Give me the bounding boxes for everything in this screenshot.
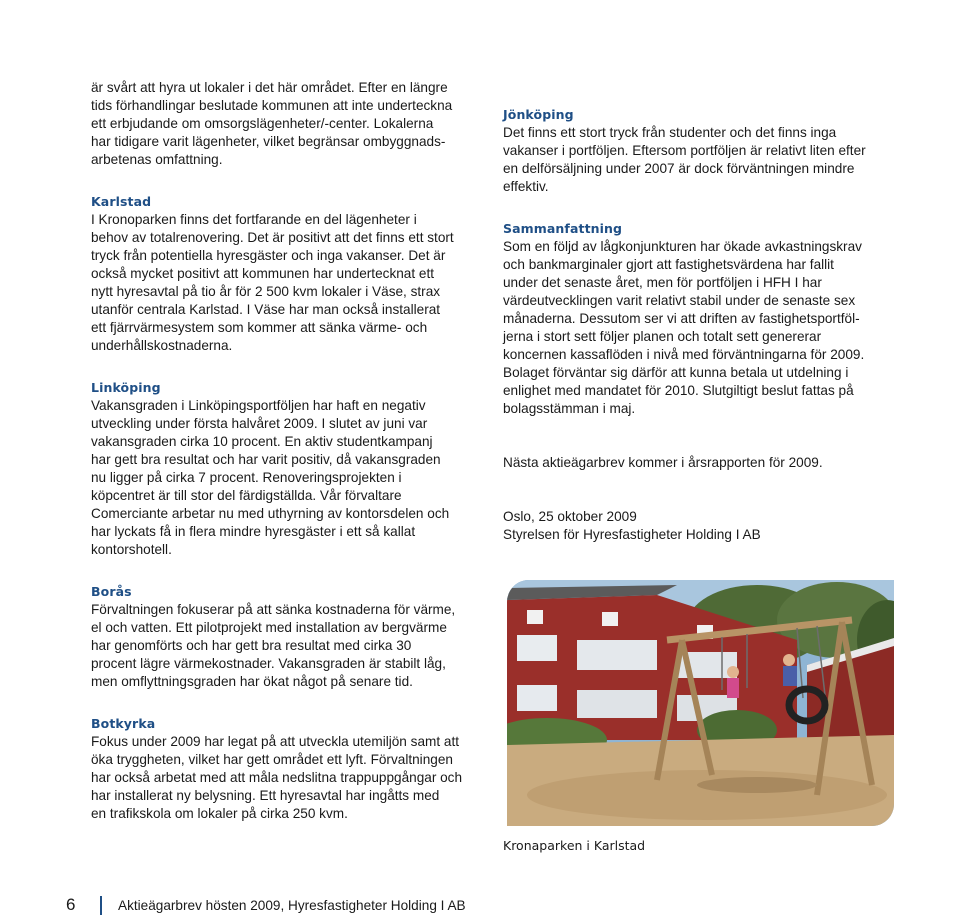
text-line: tids förhandlingar beslutade kommunen att inte underteckna [91, 98, 453, 113]
section-karlstad [91, 193, 486, 355]
section-linkoping [91, 379, 486, 559]
photo-caption: Kronaparken i Karlstad [503, 838, 646, 853]
text-line: men omflyttningsgraden har ökat något på senare tid. [91, 674, 413, 689]
right-column [503, 106, 898, 544]
text-line: nytt hyresavtal på tio år för 2 500 kvm lokaler i Väse, strax [91, 284, 441, 299]
text-line: månaderna. Dessutom ser vi att driften av fastighetsportföl- [503, 311, 860, 326]
text-line: underhållskostnaderna. [91, 338, 233, 353]
text-line: tryck från potentiella hyresgäster och inga vakanser. Det är [91, 248, 446, 263]
playground-photo-illustration [507, 580, 894, 826]
text-line: nu ligger på cirka 7 procent. Renoveringsprojekten i [91, 470, 402, 485]
text-line: ett erbjudande om omsorgslägenheter/-center. Lokalerna [91, 116, 434, 131]
text-line: vakansgraden cirka 10 procent. En aktiv studentkampanj [91, 434, 433, 449]
page-footer [0, 893, 960, 917]
text-line: el och vatten. Ett pilotprojekt med installation av bergvärme [91, 620, 447, 635]
intro-paragraph [91, 79, 486, 169]
text-line: utanför centrala Karlstad. I Väse har man också installerat [91, 302, 441, 317]
text-line: I Kronoparken finns det fortfarande en del lägenheter i [91, 212, 417, 227]
section-boras [91, 583, 486, 691]
section-heading-jonkoping: Jönköping [503, 107, 574, 122]
text-line: Som en följd av lågkonjunkturen har ökade avkastningskrav [503, 239, 862, 254]
section-heading-karlstad: Karlstad [91, 194, 152, 209]
text-line: vakanser i portföljen. Eftersom portföljen är relativt liten efter [503, 143, 866, 158]
section-heading-sammanfattning: Sammanfattning [503, 221, 623, 236]
text-line: Det finns ett stort tryck från studenter och det finns inga [503, 125, 837, 140]
section-jonkoping [503, 106, 898, 196]
text-line: ett fjärrvärmesystem som kommer att sänka värme- och [91, 320, 428, 335]
text-line: har lyckats få in flera mindre hyresgäster i ett så kallat [91, 524, 416, 539]
text-line: Vakansgraden i Linköpingsportföljen har haft en negativ [91, 398, 426, 413]
text-line: är svårt att hyra ut lokaler i det här området. Efter en längre [91, 80, 448, 95]
text-line: kontorshotell. [91, 542, 172, 557]
text-line: har också arbetat med att måla nedslitna trappuppgångar och [91, 770, 463, 785]
text-line: jerna i stort sett följer planen och totalt sett genererar [503, 329, 822, 344]
text-line: enlighet med mandatet för 2010. Slutgiltigt beslut fattas på [503, 383, 854, 398]
text-line: har installerat ny belysning. Ett hyresavtal har ingåtts med [91, 788, 440, 803]
text-line: under det senaste året, men för portföljen i HFH I har [503, 275, 822, 290]
page-number: 6 [66, 895, 76, 914]
signature-board: Styrelsen för Hyresfastigheter Holding I AB [503, 527, 761, 542]
text-line: utveckling under första halvåret 2009. I slutet av juni var [91, 416, 428, 431]
text-line: har tidigare varit lägenheter, vilket begränsar ombyggnads- [91, 134, 446, 149]
section-heading-linkoping: Linköping [91, 380, 161, 395]
text-line: och bankmarginaler gjort att fastighetsvärdena har fallit [503, 257, 834, 272]
text-line: en delförsäljning under 2007 är dock förväntningen mindre [503, 161, 855, 176]
left-column [91, 79, 486, 823]
section-heading-botkyrka: Botkyrka [91, 716, 156, 731]
text-line: koncernen kassaflöden i nivå med förväntningarna för 2009. [503, 347, 865, 362]
text-line: värdeutvecklingen varit relativt stabil under de senaste sex [503, 293, 856, 308]
text-line: effektiv. [503, 179, 549, 194]
text-line: öka tryggheten, vilket har gett området ett lyft. Förvaltningen [91, 752, 453, 767]
section-botkyrka [91, 715, 486, 823]
text-line: en trafikskola om lokaler på cirka 250 kvm. [91, 806, 348, 821]
footer-divider [100, 896, 102, 915]
text-line: Comerciante arbetar nu med uthyrning av kontorsdelen och [91, 506, 450, 521]
text-line: har genomförts och har gett bra resultat med cirka 30 [91, 638, 412, 653]
text-line: procent lägre värmekostnader. Vakansgraden är stabilt låg, [91, 656, 446, 671]
next-report-note: Nästa aktieägarbrev kommer i årsrapporten för 2009. [503, 455, 823, 470]
section-sammanfattning [503, 220, 898, 418]
text-line: behov av totalrenovering. Det är positivt att det finns ett stort [91, 230, 454, 245]
text-line: har gett bra resultat och har varit positiv, då vakansgraden [91, 452, 441, 467]
playground-photo [507, 580, 894, 826]
text-line: köpcentret är till stor del färdigställda. Vår förvaltare [91, 488, 402, 503]
text-line: Bolaget förväntar sig därför att kunna betala ut utdelning i [503, 365, 849, 380]
text-line: bolagsstämman i maj. [503, 401, 636, 416]
signature-place-date: Oslo, 25 oktober 2009 [503, 509, 637, 524]
section-heading-boras: Borås [91, 584, 132, 599]
text-line: också mycket positivt att kommunen har undertecknat ett [91, 266, 435, 281]
text-line: Förvaltningen fokuserar på att sänka kostnaderna för värme, [91, 602, 456, 617]
text-line: arbetenas omfattning. [91, 152, 223, 167]
text-line: Fokus under 2009 har legat på att utveckla utemiljön samt att [91, 734, 459, 749]
footer-publication-title: Aktieägarbrev hösten 2009, Hyresfastigheter Holding I AB [118, 898, 466, 913]
